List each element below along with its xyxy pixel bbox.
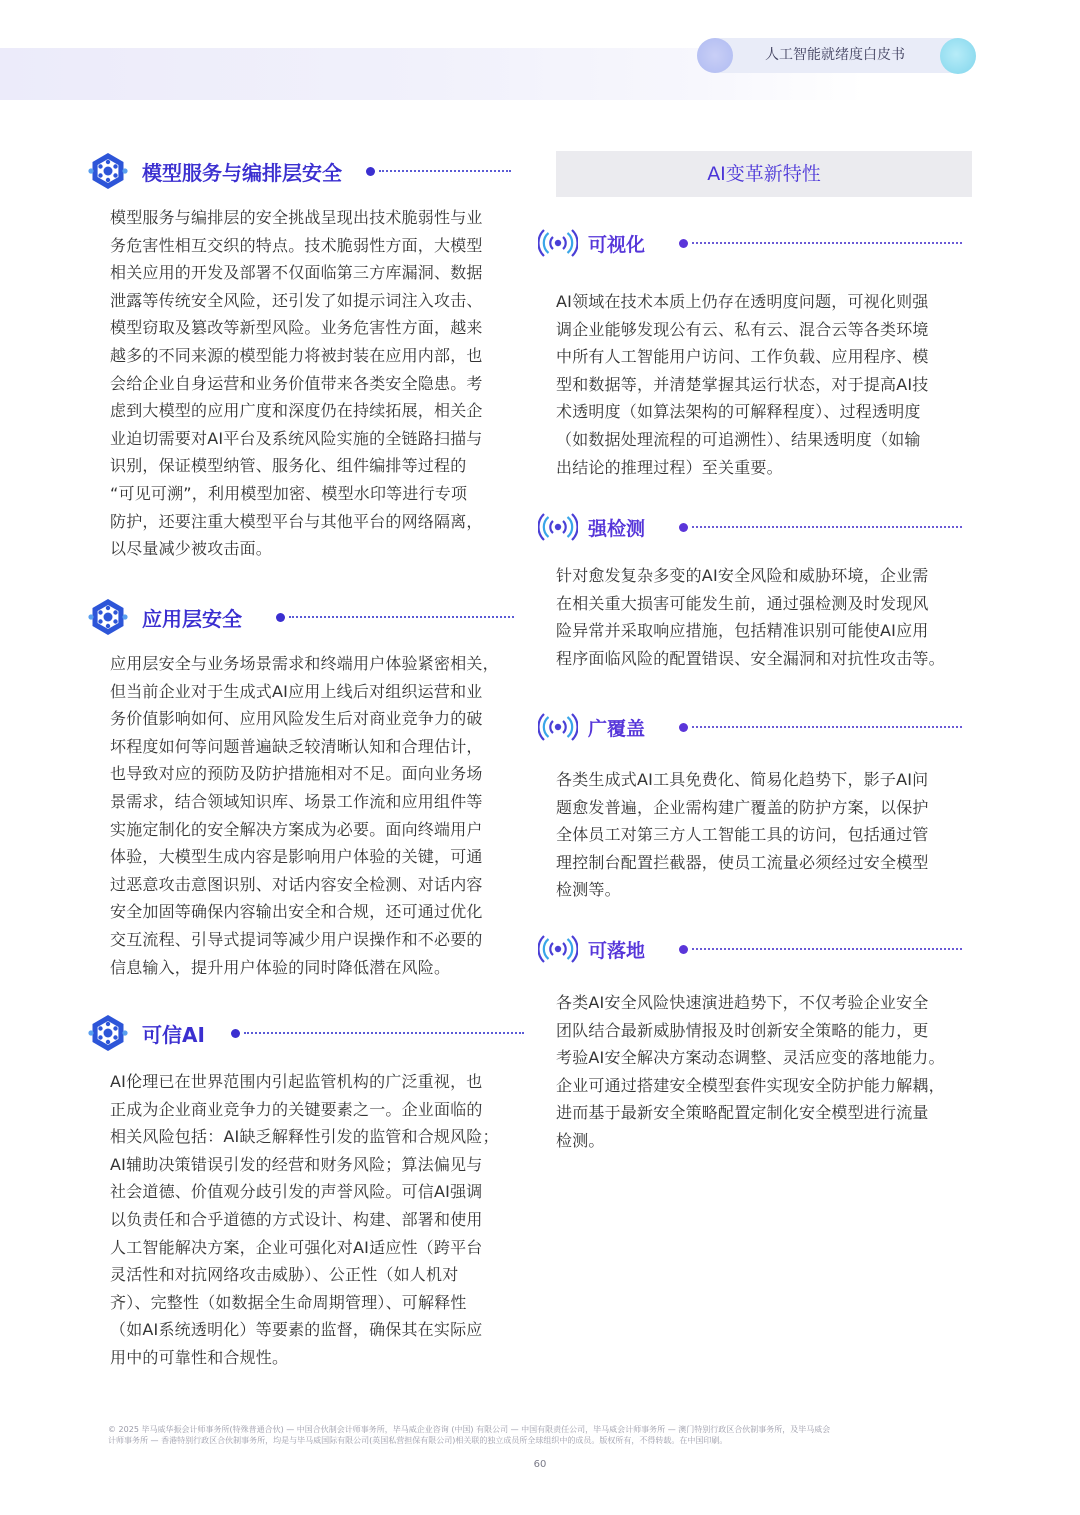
signal-broadcast-icon: [538, 713, 578, 741]
section-title: 模型服务与编排层安全: [142, 160, 342, 185]
paragraph-implementation: 各类AI安全风险快速演进趋势下，不仅考验企业安全 团队结合最新威胁情报及时创新安全策略的能力，更 考验AI安全解决方案动态调整、灵活应变的落地能力。 企业可通过搭建安全模型套件实现安全防护能力解耦， 进而基于最新安全策略配置定制化安全模型进行流量 检测。: [556, 993, 945, 1150]
heading-dotted-rule: [289, 616, 514, 618]
section-title: 可落地: [588, 939, 646, 962]
signal-broadcast-icon: [538, 935, 578, 963]
heading-dot: [276, 613, 285, 622]
section-heading-detection: [538, 513, 962, 541]
section-heading-application: [88, 597, 514, 637]
hexagon-network-icon: [88, 1013, 128, 1053]
signal-broadcast-icon: [538, 229, 578, 257]
paragraph-model-service: 模型服务与编排层的安全挑战呈现出技术脆弱性与业 务危害性相互交织的特点。技术脆弱性方面，大模型 相关应用的开发及部署不仅面临第三方库漏洞、数据 泄露等传统安全风险，还引发了如提示词注入攻击、 模型窃取及篡改等新型风险。业务危害性方面，越来 越多的不同来源的模型能力将被封装在应用内部，也 会给企业自身运营和业务价值带来各类安全隐患。考 虑到大模型的应用广度和深度仍在持续拓展，相关企 业迫切需要对AI平台及系统风险实施的全链路扫描与 识别，保证模型纳管、服务化、组件编排等过程的 “可见可溯”，利用模型加密、模型水印等进行专项 防护，还要注重大模型平台与其他平台的网络隔离， 以尽量减少被攻击面。: [110, 208, 483, 559]
section-title: 广覆盖: [588, 717, 646, 740]
header-pill-left-circle: [697, 38, 733, 73]
paragraph-detection: 针对愈发复杂多变的AI安全风险和威胁环境，企业需 在相关重大损害可能发生前，通过强检测及时发现风 险异常并采取响应措施，包括精准识别可能使AI应用 程序面临风险的配置错误、安全漏洞和对抗性攻击等。: [556, 566, 945, 668]
section-heading-model-service: [88, 151, 511, 191]
paragraph-application: 应用层安全与业务场景需求和终端用户体验紧密相关， 但当前企业对于生成式AI应用上线后对组织运营和业 务价值影响如何、应用风险发生后对商业竞争力的破 坏程度如何等问题普遍缺乏较清晰认知和合理估计， 也导致对应的预防及防护措施相对不足。面向业务场 景需求，结合领域知识库、场景工作流和应用组件等 实施定制化的安全解决方案成为必要。面向终端用户 体验，大模型生成内容是影响用户体验的关键，可通 过恶意攻击意图识别、对话内容安全检测、对话内容 安全加固等确保内容输出安全和合规，还可通过优化 交互流程、引导式提词等减少用户误操作和不必要的 信息输入，提升用户体验的同时降低潜在风险。: [110, 654, 499, 977]
page-number: 60: [533, 1459, 547, 1470]
heading-dot: [231, 1029, 240, 1038]
section-heading-trusted-ai: [88, 1013, 524, 1053]
heading-dot: [679, 945, 688, 954]
hexagon-network-icon: [88, 151, 128, 191]
section-title: 强检测: [588, 517, 646, 540]
heading-dot: [366, 167, 375, 176]
heading-dot: [679, 523, 688, 532]
heading-dotted-rule: [692, 948, 962, 950]
hexagon-network-icon: [88, 597, 128, 637]
heading-dotted-rule: [692, 726, 962, 728]
section-heading-coverage: [538, 713, 962, 741]
features-banner: AI变革新特性: [556, 151, 972, 197]
paragraph-visualization: AI领域在技术本质上仍存在透明度问题，可视化则强 调企业能够发现公有云、私有云、混合云等各类环境 中所有人工智能用户访问、工作负载、应用程序、模 型和数据等，并清楚掌握其运行状态，对于提高AI技 术透明度（如算法架构的可解释程度）、过程透明度 （如数据处理流程的可追溯性）、结果透明度（如输 出结论的推理过程）至关重要。: [556, 292, 929, 477]
paragraph-coverage: 各类生成式AI工具免费化、简易化趋势下，影子AI问 题愈发普遍，企业需构建广覆盖的防护方案，以保护 全体员工对第三方人工智能工具的访问，包括通过管 理控制台配置拦截器，使员工流量必须经过安全模型 检测等。: [556, 770, 929, 900]
copyright-notice: © 2025 毕马威华振会计师事务所(特殊普通合伙) — 中国合伙制会计师事务所，毕马威企业咨询 (中国) 有限公司 — 中国有限责任公司，毕马威会计师事务所 — 澳门特别行政区合伙制事务所，及毕马威会 计师事务所 — 香港特别行政区合伙制事务所，均是与毕马威国际有限公司(英国私营担保有限公司)相关联的独立成员所全球组织中的成员。版权所有，不得转载。在中国印刷。: [108, 1425, 831, 1445]
signal-broadcast-icon: [538, 513, 578, 541]
heading-dotted-rule: [379, 170, 511, 172]
section-title: 应用层安全: [142, 606, 242, 631]
heading-dotted-rule: [244, 1032, 524, 1034]
heading-dotted-rule: [692, 242, 962, 244]
paragraph-trusted-ai: AI伦理已在世界范围内引起监管机构的广泛重视，也 正成为企业商业竞争力的关键要素之一。企业面临的 相关风险包括：AI缺乏解释性引发的监管和合规风险； AI辅助决策错误引发的经营和财务风险；算法偏见与 社会道德、价值观分歧引发的声誉风险。可信AI强调 以负责任和合乎道德的方式设计、构建、部署和使用 人工智能解决方案，企业可强化对AI适应性（跨平台 灵活性和对抗网络攻击威胁）、公正性（如人机对 齐）、完整性（如数据全生命周期管理）、可解释性 （如AI系统透明化）等要素的监督，确保其在实际应 用中的可靠性和合规性。: [110, 1072, 499, 1367]
section-title: 可视化: [588, 233, 646, 256]
section-heading-visualization: [538, 229, 962, 257]
heading-dot: [679, 239, 688, 248]
document-title: 人工智能就绪度白皮书: [765, 47, 905, 63]
heading-dot: [679, 723, 688, 732]
section-heading-implementation: [538, 935, 962, 963]
header-pill-right-circle: [940, 38, 976, 74]
heading-dotted-rule: [692, 526, 962, 528]
section-title: 可信AI: [142, 1022, 205, 1047]
